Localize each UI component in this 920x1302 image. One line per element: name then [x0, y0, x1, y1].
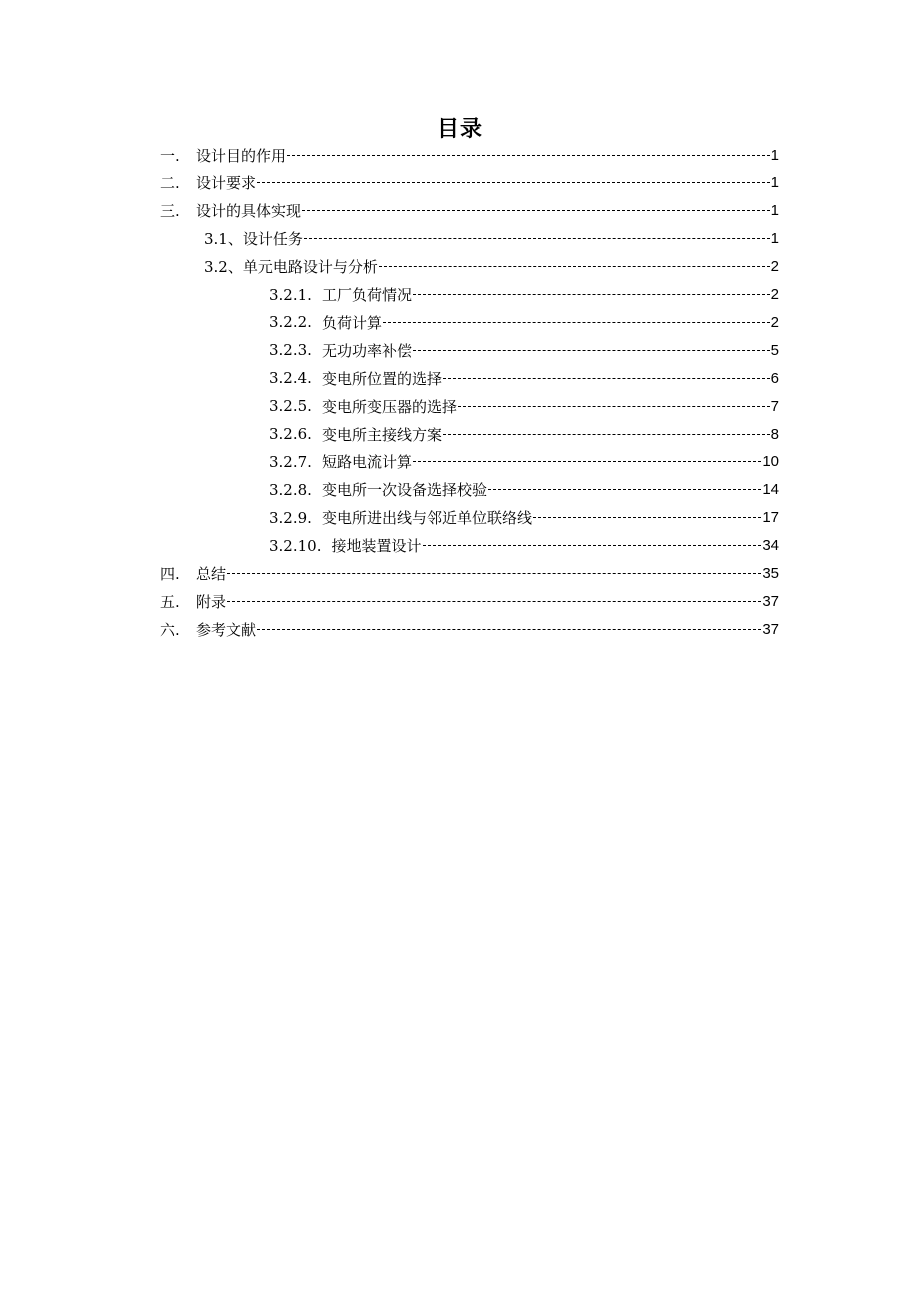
toc-entry-page-number: 7: [770, 397, 779, 415]
toc-entry[interactable]: [160, 172, 779, 194]
toc-entry[interactable]: [269, 339, 779, 361]
toc-entry-number: 四.: [160, 565, 180, 583]
toc-dash-leader: [383, 322, 770, 323]
toc-entry-label: 工厂负荷情况: [321, 286, 412, 304]
toc-entry-number: 3.2.5.: [269, 397, 312, 416]
toc-entry-label: 变电所进出线与邻近单位联络线: [321, 509, 532, 528]
toc-entry-label: 设计目的作用: [196, 146, 287, 165]
toc-entry-number: 3.2.6.: [269, 425, 312, 443]
toc-entry-page-number: 1: [770, 146, 779, 164]
toc-dash-leader: [413, 294, 770, 295]
toc-dash-leader: [458, 406, 770, 407]
toc-entry-label: 接地装置设计: [331, 537, 422, 556]
toc-dash-leader: [443, 378, 770, 379]
toc-entry-number: 一.: [160, 146, 180, 165]
toc-entry[interactable]: [269, 395, 779, 417]
toc-entry-number: 3.1、: [204, 230, 243, 249]
toc-entry-label: 无功功率补偿: [321, 341, 412, 360]
toc-entry-page-number: 37: [762, 592, 779, 610]
toc-entry-number: 五.: [160, 592, 180, 611]
toc-dash-leader: [379, 266, 770, 267]
toc-entry-label: 变电所变压器的选择: [321, 397, 457, 416]
toc-entry[interactable]: [269, 284, 779, 306]
toc-entry-page-number: 35: [762, 565, 779, 582]
toc-entry-page-number: 2: [770, 258, 779, 276]
toc-entry-page-number: 5: [770, 341, 779, 359]
toc-entry-label: 变电所主接线方案: [321, 425, 442, 444]
toc-dash-leader: [443, 434, 770, 435]
toc-entry-number: 3.2.8.: [269, 480, 312, 499]
toc-entry[interactable]: [160, 590, 779, 612]
toc-entry-label: 变电所位置的选择: [321, 369, 442, 388]
toc-dash-leader: [488, 489, 761, 490]
toc-dash-leader: [257, 629, 761, 630]
toc-entry-page-number: 1: [770, 230, 779, 248]
toc-dash-leader: [423, 545, 762, 546]
toc-dash-leader: [302, 210, 770, 211]
toc-entry[interactable]: [160, 618, 779, 640]
toc-entry-label: 设计任务: [242, 230, 303, 249]
toc-entry-label: 变电所一次设备选择校验: [321, 481, 487, 500]
toc-dash-leader: [287, 155, 770, 156]
toc-entry-page-number: 17: [762, 509, 779, 527]
toc-entry-page-number: 8: [770, 425, 779, 443]
toc-entry[interactable]: [269, 479, 779, 501]
toc-entry[interactable]: [204, 256, 779, 278]
toc-entry-page-number: 6: [770, 369, 779, 387]
toc-entry-number: 3.2.7.: [269, 452, 312, 471]
toc-entry-page-number: 10: [762, 453, 779, 471]
toc-entry-page-number: 37: [762, 620, 779, 638]
toc-entry[interactable]: [160, 144, 779, 166]
toc-entry-number: 六.: [160, 620, 180, 639]
toc-entry[interactable]: [269, 311, 779, 333]
toc-entry-page-number: 2: [770, 313, 779, 331]
toc-entry-number: 3.2.9.: [269, 508, 312, 527]
toc-dash-leader: [227, 601, 761, 602]
toc-entry-number: 3.2.3.: [269, 341, 312, 360]
toc-entry-label: 设计的具体实现: [196, 202, 302, 221]
toc-entry-number: 3.2、: [204, 258, 243, 277]
toc-entry[interactable]: [269, 451, 779, 473]
toc-entry[interactable]: [160, 200, 779, 222]
toc-entry-label: 附录: [196, 592, 227, 611]
toc-entry-page-number: 1: [770, 202, 779, 220]
toc-entry[interactable]: [269, 367, 779, 389]
toc-entry-page-number: 2: [770, 286, 779, 303]
toc-entry-number: 3.2.4.: [269, 369, 312, 388]
toc-dash-leader: [413, 350, 770, 351]
toc-dash-leader: [413, 461, 761, 462]
toc-entry-page-number: 1: [770, 174, 779, 192]
toc-entry-number: 3.2.10.: [269, 536, 322, 555]
toc-dash-leader: [257, 182, 770, 183]
toc-entry-page-number: 34: [762, 537, 779, 555]
toc-entry-label: 负荷计算: [321, 313, 382, 332]
toc-entry[interactable]: [269, 423, 779, 445]
toc-entry[interactable]: [160, 563, 779, 585]
toc-entry-label: 设计要求: [196, 174, 257, 193]
page-title: 目录: [436, 117, 483, 142]
toc-entry-label: 短路电流计算: [321, 453, 412, 472]
toc-entry-number: 二.: [160, 174, 180, 193]
toc-entry-label: 单元电路设计与分析: [242, 258, 378, 277]
toc-dash-leader: [533, 517, 761, 518]
toc-entry-number: 3.2.1.: [269, 285, 312, 304]
toc-entry-label: 参考文献: [196, 620, 257, 639]
toc-entry[interactable]: [269, 507, 779, 529]
toc-entry[interactable]: [269, 535, 779, 557]
toc-entry-number: 三.: [160, 202, 180, 221]
toc-entry-page-number: 14: [762, 481, 779, 499]
toc-entry-label: 总结: [196, 565, 227, 583]
toc-entry[interactable]: [204, 228, 779, 250]
toc-dash-leader: [227, 573, 761, 574]
toc-dash-leader: [304, 238, 770, 239]
toc-entry-number: 3.2.2.: [269, 313, 312, 332]
